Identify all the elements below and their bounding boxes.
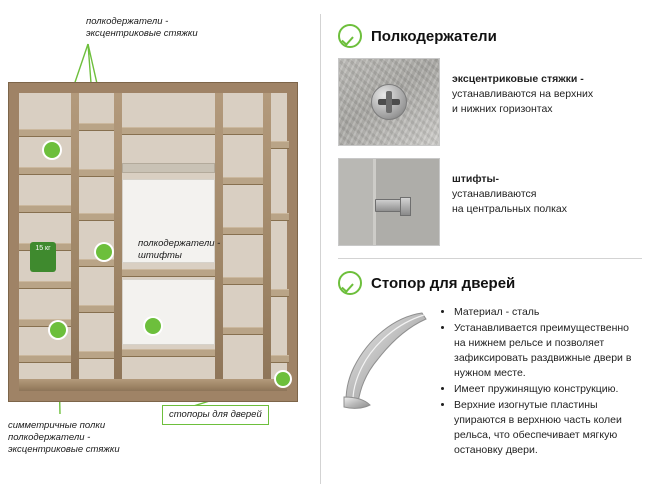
shelf [19,167,71,175]
shelf [79,259,114,267]
section-title: Стопор для дверей [371,274,516,292]
shelf-pin-icon [375,199,403,212]
door-stopper-illustration [338,305,430,415]
section-title: Полкодержатели [371,27,497,45]
weight-badge: 15 кг [30,242,56,272]
section-header-shelf-supports [338,24,642,48]
label-bottom-left-line3: эксцентриковые стяжки [8,444,120,455]
label-top [86,16,246,40]
label-bottom-left-line1: симметричные полки [8,420,106,431]
bullet-item: • Материал - сталь [454,305,642,320]
callout-dot-pin-middle [96,244,112,260]
plinth [19,379,287,391]
center-panel-lower [122,279,215,345]
shelf [122,127,215,135]
detail-text-shelf-pin [452,158,567,217]
door-stopper-icon [338,305,430,415]
shelf [223,227,263,235]
section-header-door-stopper [338,271,642,295]
label-middle [138,238,278,262]
shelf [122,269,215,277]
wardrobe-diagram-panel [0,0,320,500]
shelf [79,169,114,177]
shelf [223,277,263,285]
shelf [271,289,289,297]
shelf [79,123,114,131]
cam-lock-icon [371,84,407,120]
detail-text-cam-lock [452,58,593,117]
cam-lock-photo [338,58,440,146]
detail-row-shelf-pin [338,158,642,246]
shelf [79,305,114,313]
shelf-pin-photo [338,158,440,246]
check-icon [338,24,362,48]
callout-dot-pin-lower [145,318,161,334]
shelf [79,213,114,221]
detail-bold-shelf-pin: штифты- [452,173,500,185]
detail-line2-cam-lock: и нижних горизонтах [452,103,553,115]
shelf [79,351,114,359]
vertical-divider [320,14,321,484]
vertical-divider-left [71,93,79,391]
shelf [271,355,289,363]
bullet-item: • Имеет пружинящую конструкцию. [454,382,642,397]
label-top-line2: эксцентриковые стяжки [86,28,198,39]
callout-dot-symmetric-shelves [50,322,66,338]
detail-line2-shelf-pin: на центральных полках [452,203,568,215]
shelf [223,127,263,135]
callout-dot-cam-top [44,142,60,158]
door-stopper-content [338,305,642,459]
detail-line1-shelf-pin: устанавливаются [452,188,537,200]
shelf [271,213,289,221]
shelf [19,281,71,289]
shelf [19,205,71,213]
shelf [223,327,263,335]
bullet-item: • Устанавливается преимущественно на нижнем рельсе и позволяет зафиксировать раздвижные двери в нужном месте. [454,321,642,381]
check-icon [338,271,362,295]
detail-row-cam-lock [338,58,642,146]
shelf [223,177,263,185]
label-middle-line1: полкодержатели - [138,238,221,249]
shelf [271,141,289,149]
vertical-divider-mid [114,93,122,391]
label-door-stopper: стопоры для дверей [162,405,269,425]
detail-bold-cam-lock: эксцентриковые стяжки - [452,73,584,85]
shelf [122,349,215,357]
bullet-item: • Верхние изогнутые пластины упираются в верхнюю часть колеи рельса, что обеспечивает мягкую остановку двери. [454,398,642,458]
label-top-line1: полкодержатели - [86,16,169,27]
hanging-rail [122,163,215,173]
label-bottom-left-line2: полкодержатели - [8,432,91,443]
detail-line1-cam-lock: устанавливаются на верхних [452,88,594,100]
callout-dot-door-stopper [276,372,290,386]
door-stopper-bullets [440,305,642,459]
shelf [19,355,71,363]
details-panel [330,0,652,500]
label-middle-line2: штифты [138,250,182,261]
section-divider [338,258,642,259]
label-bottom-left [8,420,168,456]
shelf [19,129,71,137]
